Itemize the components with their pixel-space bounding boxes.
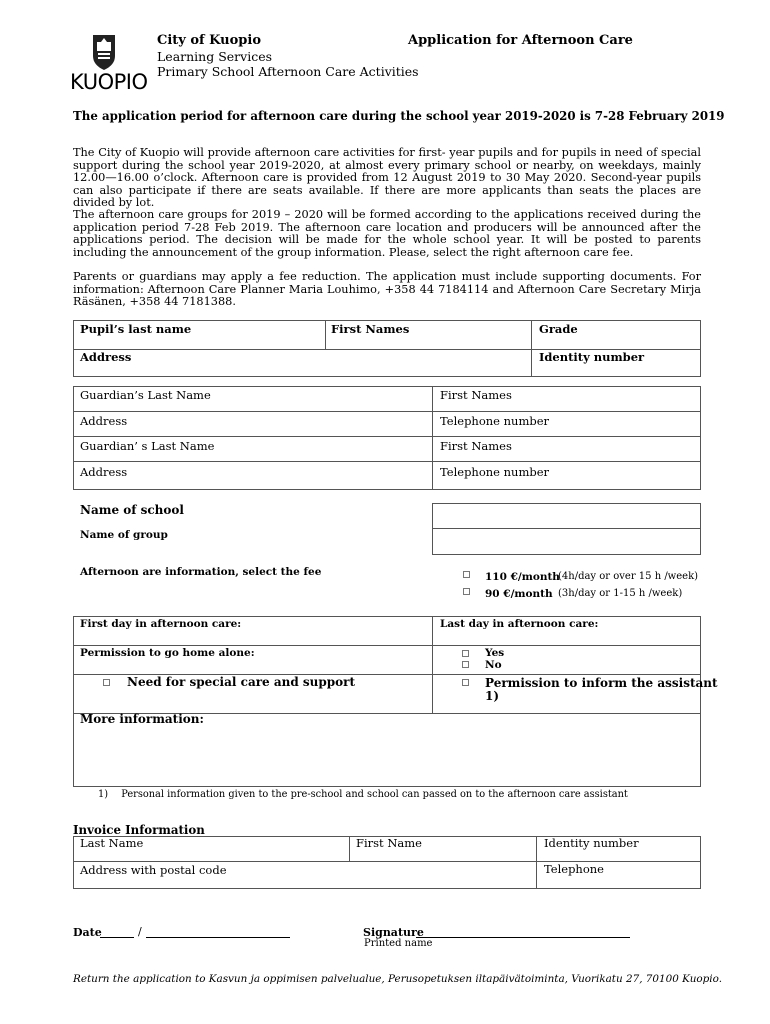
g1-address-label: Address xyxy=(80,414,128,428)
go-home-alone-options-cell xyxy=(432,645,701,675)
form-title: Application for Afternoon Care xyxy=(408,33,633,48)
signature-label: Signature xyxy=(363,926,424,939)
printed-name-label: Printed name xyxy=(364,938,433,949)
intro-paragraph-1: The City of Kuopio will provide afternoon care activities for first- year pupils and for pupils in need of special support during the school year 2019-2020, at almost every primary school or nearby, on weekdays, mainly 12.00—16.00 o’clock. Afternoon care is provided from 12 August 2019 to 30 May 2020. Second-year pupils can also participate if there are seats available. If there are more applicants than seats the places are divided by lot. xyxy=(73,146,701,210)
footnote-text: Personal information given to the pre-school and school can passed on to the afternoon care assistant xyxy=(121,789,628,800)
more-information-label: More information: xyxy=(80,712,204,726)
kuopio-logo xyxy=(68,32,148,100)
date-field-1[interactable] xyxy=(100,937,134,938)
group-name-cell[interactable] xyxy=(432,528,701,555)
invoice-title: Invoice Information xyxy=(73,823,205,837)
g1-telephone-label: Telephone number xyxy=(440,414,550,428)
go-home-no-label: No xyxy=(485,659,502,671)
last-day-label: Last day in afternoon care: xyxy=(440,618,599,630)
return-note: Return the application to Kasvun ja oppimisen palvelualue, Perusopetuksen iltapäivätoiminta, Vuorikatu 27, 70100 Kuopio. xyxy=(73,973,722,985)
fee-110-amount: 110 €/month xyxy=(485,571,560,583)
signature-field[interactable] xyxy=(416,937,630,938)
go-home-yes-label: Yes xyxy=(485,647,505,659)
logo-wordmark: KUOPIO xyxy=(70,70,148,94)
fee-90-detail: (3h/day or 1-15 h /week) xyxy=(558,588,683,599)
fee-90-amount: 90 €/month xyxy=(485,588,553,600)
date-label: Date xyxy=(73,926,102,939)
date-field-2[interactable] xyxy=(146,937,290,938)
pupil-address-cell[interactable] xyxy=(73,349,532,377)
group-name-label: Name of group xyxy=(80,529,168,541)
pupil-grade-label: Grade xyxy=(539,322,578,336)
fee-label: Afternoon are information, select the fee xyxy=(80,566,322,578)
department-name: Learning Services xyxy=(157,49,273,64)
footnote xyxy=(98,789,628,800)
invoice-first-name-label: First Name xyxy=(356,836,422,850)
date-separator: / xyxy=(138,925,142,938)
go-home-alone-label: Permission to go home alone: xyxy=(80,647,255,659)
pupil-first-names-label: First Names xyxy=(331,322,410,336)
go-home-no-checkbox[interactable] xyxy=(462,661,469,668)
inform-assistant-checkbox[interactable] xyxy=(462,679,469,686)
school-name-label: Name of school xyxy=(80,503,184,517)
g1-first-names-label: First Names xyxy=(440,388,512,402)
special-care-label: Need for special care and support xyxy=(127,675,356,689)
school-name-cell[interactable] xyxy=(432,503,701,529)
pupil-address-label: Address xyxy=(80,350,132,364)
special-care-checkbox[interactable] xyxy=(103,679,110,686)
pupil-last-name-label: Pupil’s last name xyxy=(80,322,192,336)
intro-paragraph-3: Parents or guardians may apply a fee reduction. The application must include supporting documents. For information: Afternoon Care Planner Maria Louhimo, +358 44 7184114 and Afternoon Care Secretary Mirja Räsänen, +358 44 7181388. xyxy=(73,270,701,309)
g2-address-label: Address xyxy=(80,465,128,479)
first-day-label: First day in afternoon care: xyxy=(80,618,242,630)
footnote-number: 1) xyxy=(98,789,109,800)
pupil-identity-label: Identity number xyxy=(539,350,645,364)
fee-90-checkbox[interactable] xyxy=(463,588,470,595)
g2-last-name-label: Guardian’ s Last Name xyxy=(80,439,215,453)
invoice-identity-label: Identity number xyxy=(544,836,639,850)
fee-110-checkbox[interactable] xyxy=(463,571,470,578)
invoice-address-label: Address with postal code xyxy=(80,863,227,877)
invoice-telephone-label: Telephone xyxy=(544,862,604,876)
application-period: The application period for afternoon care during the school year 2019-2020 is 7-28 February 2019 xyxy=(73,109,725,123)
intro-paragraph-2: The afternoon care groups for 2019 – 2020 will be formed according to the applications received during the application period 7-28 Feb 2019. The afternoon care location and producers will be announced after the applications period. The decision will be made for the whole school year. It will be posted to parents including the announcement of the group information. Please, select the right afternoon care fee. xyxy=(73,208,701,259)
city-name: City of Kuopio xyxy=(157,33,261,48)
invoice-last-name-label: Last Name xyxy=(80,836,144,850)
inform-assistant-ref: 1) xyxy=(485,689,500,703)
g1-last-name-label: Guardian’s Last Name xyxy=(80,388,211,402)
unit-name: Primary School Afternoon Care Activities xyxy=(157,64,419,79)
fee-110-detail: (4h/day or over 15 h /week) xyxy=(558,571,699,582)
inform-assistant-label: Permission to inform the assistant xyxy=(485,676,718,690)
g2-first-names-label: First Names xyxy=(440,439,512,453)
g2-telephone-label: Telephone number xyxy=(440,465,550,479)
go-home-yes-checkbox[interactable] xyxy=(462,650,469,657)
